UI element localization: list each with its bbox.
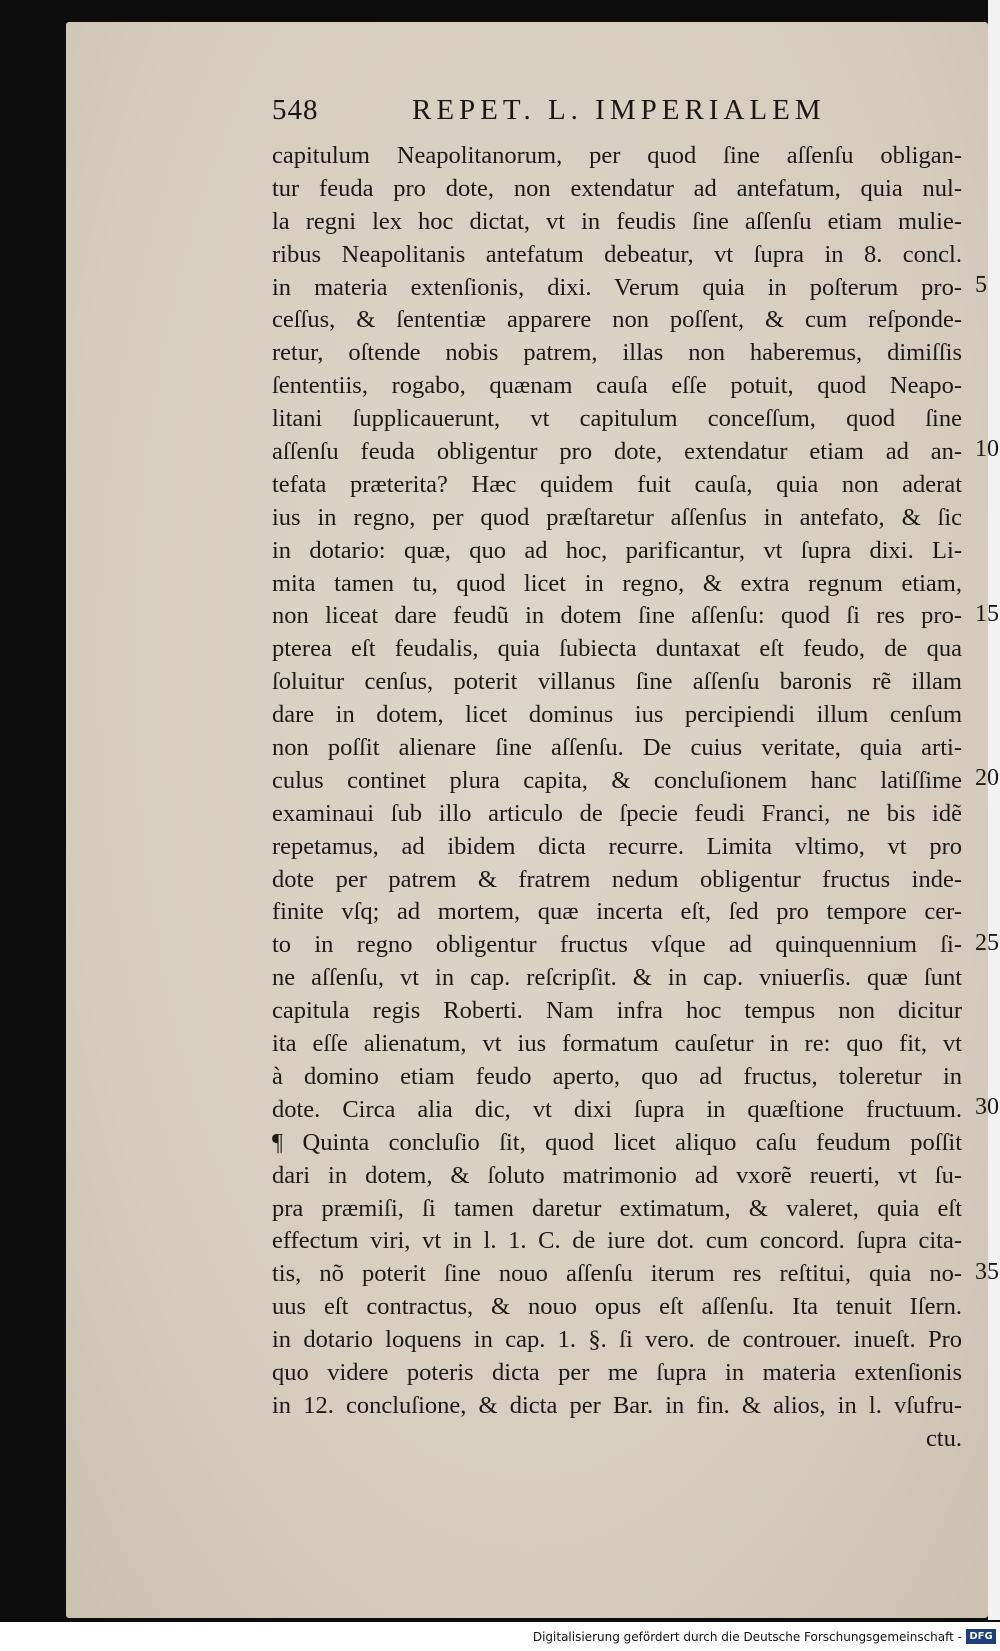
text-line: pra præmiſi, ſi tamen daretur extimatum, & valeret, quia eſt: [272, 1194, 962, 1222]
text-line: tur feuda pro dote, non extendatur ad antefatum, quia nul-: [272, 174, 962, 202]
running-header: [272, 94, 872, 134]
folio-number: 548: [272, 94, 319, 126]
text-line: non liceat dare feudũ in dotem ſine aſſenſu: quod ſi res pro-: [272, 602, 962, 630]
running-title: REPET. L. IMPERIALEM: [412, 94, 826, 126]
text-line: in 12. concluſione, & dicta per Bar. in fin. & alios, in l. vſufru-: [272, 1391, 962, 1419]
text-line: pterea eſt feudalis, quia ſubiecta duntaxat eſt feudo, de qua: [272, 635, 962, 663]
text-line: ¶ Quinta concluſio ſit, quod licet aliquo caſu feudum poſſit: [272, 1128, 962, 1156]
text-line: ita eſſe alienatum, vt ius formatum cauſetur in re: quo fit, vt: [272, 1030, 962, 1058]
text-line: ribus Neapolitanis antefatum debeatur, vt ſupra in 8. concl.: [272, 240, 962, 268]
text-line: repetamus, ad ibidem dicta recurre. Limita vltimo, vt pro: [272, 832, 962, 860]
margin-number: 5: [975, 271, 987, 298]
text-line: la regni lex hoc dictat, vt in feudis ſine aſſenſu etiam mulie-: [272, 207, 962, 235]
text-line: dari in dotem, & ſoluto matrimonio ad vxorẽ reuerti, vt ſu-: [272, 1161, 962, 1189]
text-line: quo videre poteris dicta per me ſupra in materia extenſionis: [272, 1358, 962, 1386]
margin-number: 25: [975, 929, 999, 956]
text-line: uus eſt contractus, & nouo opus eſt aſſenſu. Ita tenuit Iſern.: [272, 1293, 962, 1321]
text-line: effectum viri, vt in l. 1. C. de iure dot. cum concord. ſupra cita-: [272, 1227, 962, 1255]
text-line: dare in dotem, licet dominus ius percipiendi illum cenſum: [272, 701, 962, 729]
text-line: examinaui ſub illo articulo de ſpecie feudi Franci, ne bis idẽ: [272, 799, 962, 827]
margin-number: 30: [975, 1094, 999, 1121]
text-line: tis, nõ poterit ſine nouo aſſenſu iterum res reſtitui, quia no-: [272, 1260, 962, 1288]
footer-bar: [0, 1622, 1000, 1651]
text-line: retur, oſtende nobis patrem, illas non haberemus, dimiſſis: [272, 339, 962, 367]
text-line: tefata præterita? Hæc quidem fuit cauſa, quia non aderat: [272, 470, 962, 498]
text-line: finite vſq; ad mortem, quæ incerta eſt, ſed pro tempore cer-: [272, 898, 962, 926]
text-line: ius in regno, per quod præſtaretur aſſenſus in antefato, & ſic: [272, 503, 962, 531]
text-line: dote per patrem & fratrem nedum obligentur fructus inde-: [272, 865, 962, 893]
text-line: dote. Circa alia dic, vt dixi ſupra in quæſtione fructuum.: [272, 1095, 962, 1123]
text-line: mita tamen tu, quod licet in regno, & extra regnum etiam,: [272, 569, 962, 597]
funding-notice: Digitalisierung gefördert durch die Deutsche Forschungsgemeinschaft -: [532, 1630, 962, 1644]
body-text: [272, 140, 962, 1456]
text-line: ſententiis, rogabo, quænam cauſa eſſe potuit, quod Neapo-: [272, 372, 962, 400]
text-line: aſſenſu feuda obligentur pro dote, extendatur etiam ad an-: [272, 438, 962, 466]
text-line: non poſſit alienare ſine aſſenſu. De cuius veritate, quia arti-: [272, 734, 962, 762]
margin-number: 15: [975, 600, 999, 627]
text-line: in dotario loquens in cap. 1. §. ſi vero. de controuer. inueſt. Pro: [272, 1326, 962, 1354]
margin-number: 35: [975, 1258, 999, 1285]
scan-right-edge: [988, 0, 1000, 1620]
text-line: capitulum Neapolitanorum, per quod ſine aſſenſu obligan-: [272, 142, 962, 169]
dfg-logo: DFG: [966, 1629, 996, 1644]
margin-number: 10: [975, 436, 999, 463]
text-line: capitula regis Roberti. Nam infra hoc tempus non dicitur: [272, 997, 962, 1025]
margin-number: 20: [975, 765, 999, 792]
text-line: in dotario: quæ, quo ad hoc, parificantur, vt ſupra dixi. Li-: [272, 536, 962, 564]
text-line: litani ſupplicauerunt, vt capitulum conceſſum, quod ſine: [272, 405, 962, 433]
text-line: ne aſſenſu, vt in cap. reſcripſit. & in cap. vniuerſis. quæ ſunt: [272, 964, 962, 992]
text-line: ctu.: [925, 1424, 962, 1452]
text-line: in materia extenſionis, dixi. Verum quia in poſterum pro-: [272, 273, 962, 301]
text-line: to in regno obligentur fructus vſque ad quinquennium ſi-: [272, 931, 962, 959]
text-line: à domino etiam feudo aperto, quo ad fructus, toleretur in: [272, 1062, 962, 1090]
text-line: ceſſus, & ſententiæ apparere non poſſent, & cum reſponde-: [272, 306, 962, 334]
text-line: culus continet plura capita, & concluſionem hanc latiſſime: [272, 766, 962, 794]
text-line: ſoluitur cenſus, poterit villanus ſine aſſenſu baronis rẽ illam: [272, 668, 962, 696]
